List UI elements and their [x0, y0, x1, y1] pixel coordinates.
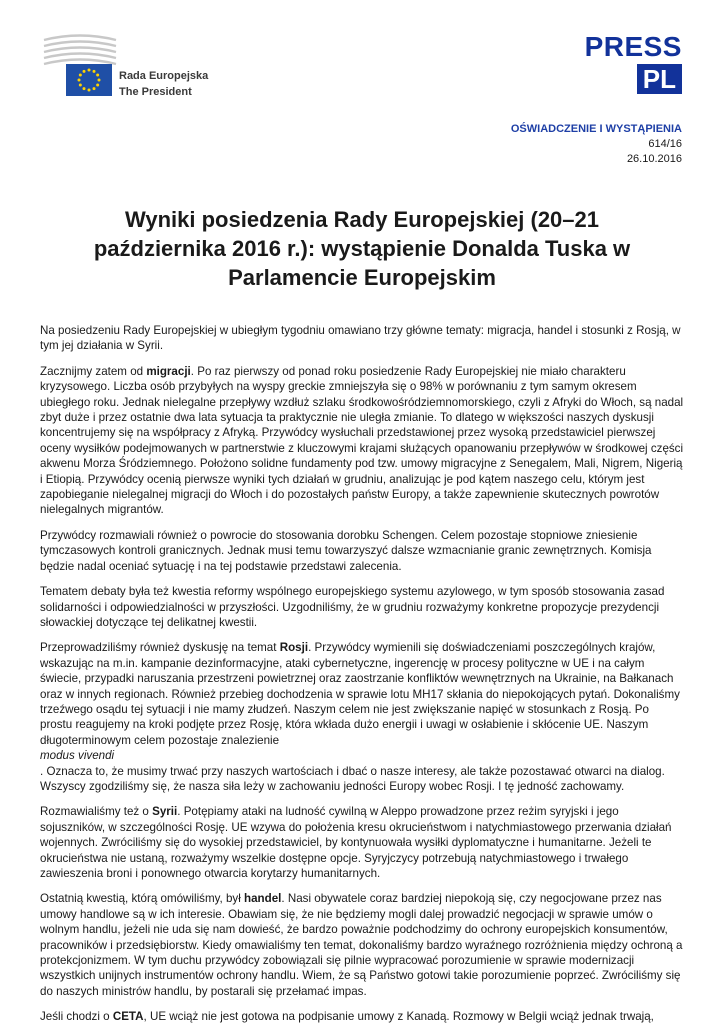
paragraph-ceta: [40, 1009, 684, 1024]
document-meta: [511, 122, 682, 167]
paragraph-syria: [40, 804, 684, 881]
text: , UE wciąż nie jest gotowa na podpisanie umowy z Kanadą. Rozmowy w Belgii wciąż jednak trwają,: [143, 1010, 654, 1024]
logo-line-1: Rada Europejska: [119, 70, 209, 82]
document-type: OŚWIADCZENIE I WYSTĄPIENIA: [510, 123, 682, 135]
text: . Przywódcy wymienili się doświadczeniami poszczególnych krajów, wskazując na m.in. kampanie dezinformacyjne, ataki cybernetyczne, ingerencję w procesy polityczne w UE i na całym świecie, przypadki naruszania przestrzeni powietrznej oraz zaostrzanie konfliktów wewnętrznych na Ukrainie, na Bałkanach oraz w innych regionach. Również przebieg dochodzenia w sprawie lotu MH17 skłania do niepokojących pytań. Dokonaliśmy trzeźwego osądu tej sytuacji i nie mamy złudzeń. Naszym celem nie jest zwiększanie napięć w stosunkach z Rosją. Po prostu reagujemy na kroki podjęte przez Rosję, która wkłada dużo energii i uwagi w osłabienie i skłócenie UE. Naszym długoterminowym celem pozostaje znalezienie: [40, 641, 680, 747]
flag-star: [96, 74, 99, 77]
language-code: PL: [637, 64, 682, 94]
paragraph-schengen: Przywódcy rozmawiali również o powrocie do stosowania dorobku Schengen. Celem pozostaje stopniowe zniesienie tymczasowych kontroli granicznych. Jednak musi temu towarzyszyć dalsze wzmacnianie granic zewnętrznych. Komisja będzie nadal oceniać sytuację i na tej podstawie przedstawi zalecenia.: [40, 528, 652, 573]
text: . Nasi obywatele coraz bardziej niepokoją się, czy negocjowane przez nas umowy handlowe są w ich interesie. Obawiam się, że nie będziemy mogli dalej prowadzić negocjacji w sprawie umów o wolnym handlu, jeżeli nie uda się nam dowieść, że bardzo poważnie podchodzimy do ochrony europejskich konsumentów, pracowników i przedsiębiorstw. Kiedy omawialiśmy ten temat, dokonaliśmy bardzo wyraźnego rozróżnienia między ochroną a protekcjonizmem. W tym duchu przywódcy zobowiązali się pilnie wypracować porozumienie w sprawie modernizacji wszystkich unijnych instrumentów ochrony handlu. Wiem, że są Państwo gotowi takie porozumienie poprzeć. Zwróciliśmy się do naszych ministrów handlu, by postarali się przełamać impas.: [40, 892, 683, 998]
flag-star: [83, 87, 86, 90]
flag-star: [93, 87, 96, 90]
keyword-syria: Syrii: [152, 805, 178, 819]
keyword-ceta: CETA: [112, 1010, 144, 1024]
text: Jeśli chodzi o: [40, 1010, 113, 1024]
flag-star: [79, 74, 82, 77]
press-label: PRESS: [584, 31, 682, 62]
paragraph-russia: [40, 640, 684, 794]
document-number: 614/16: [648, 138, 682, 150]
phrase-modus-vivendi: modus vivendi: [40, 749, 115, 763]
document-date: 26.10.2016: [626, 153, 682, 165]
flag-star: [96, 84, 99, 87]
document-body: [40, 323, 684, 1035]
press-badge: [585, 32, 682, 94]
european-council-logo: [40, 34, 240, 102]
flag-star: [88, 69, 91, 72]
keyword-migration: migracji: [146, 364, 191, 378]
text: . Oznacza to, że musimy trwać przy naszych wartościach i dbać o nasze interesy, ale także pozostawać otwarci na dialog. Wszyscy zgodziliśmy się, że nasza siła leży w zachowaniu jedności Europy wobec Rosji. I tę jedność zachowamy.: [40, 764, 665, 793]
flag-star: [93, 70, 96, 73]
keyword-russia: Rosji: [279, 641, 309, 655]
page-title: Wyniki posiedzenia Rady Europejskiej (20–21 października 2016 r.): wystąpienie Donalda Tuska w Parlamencie Europejskim: [93, 207, 631, 290]
flag-star: [83, 70, 86, 73]
paragraph-trade: [40, 891, 684, 999]
keyword-trade: handel: [244, 892, 282, 906]
text: Przeprowadziliśmy również dyskusję na temat: [40, 641, 280, 655]
text: Ostatnią kwestią, którą omówiliśmy, był: [40, 892, 245, 906]
logo-text: [119, 68, 208, 100]
text: Rozmawialiśmy też o: [40, 805, 153, 819]
text: . Po raz pierwszy od ponad roku posiedzenie Rady Europejskiej nie miało charakteru kryzysowego. Liczba osób przybyłych na wyspy greckie zmniejszyła się o 98% w porównaniu z tym samym okresem ubiegłego roku. Jednak nielegalne przepływy wzdłuż szlaku środkowośródziemnomorskiego, czyli z Afryki do Włoch, są nadal zbyt duże i przez ostatnie dwa lata sytuacja ta praktycznie nie uległa zmianie. To dlatego w większości naszych dyskusji koncentrujemy się na współpracy z Afryką. Przywódcy wysłuchali przedstawionej przez wysoką przedstawiciel pierwszej oceny wysiłków podejmowanych w partnerstwie z kluczowymi krajami służących opanowaniu przepływów w środkowej części akwenu Morza Śródziemnego. Położono solidne fundamenty pod tzw. umowy migracyjne z Senegalem, Mali, Nigrem, Nigerią i Etiopią. Przywódcy ocenią pierwsze wyniki tych działań w grudniu, analizując je pod kątem naszego celu, którym jest zapobieganie nielegalnej migracji do Włoch i do pozostałych państw Europy, a także zapewnienie skutecznych powrotów nielegalnych migrantów.: [40, 364, 684, 517]
text: Zacznijmy zatem od: [40, 364, 147, 378]
eu-flag-icon: [66, 64, 112, 96]
flag-star: [88, 89, 91, 92]
paragraph-intro: Na posiedzeniu Rady Europejskiej w ubiegłym tygodniu omawiano trzy główne tematy: migracja, handel i stosunki z Rosją, w tym jej działania w Syrii.: [40, 324, 681, 353]
flag-star: [79, 84, 82, 87]
flag-star: [78, 79, 81, 82]
logo-line-2: The President: [119, 86, 192, 98]
text: . Potępiamy ataki na ludność cywilną w Aleppo prowadzone przez reżim syryjski i jego sojuszników, w szczególności Rosję. UE wzywa do położenia kresu okrucieństwom i natychmiastowego przerwania działań wojennych. Zwróciliśmy się do wysokiej przedstawiciel, by kontynuowała wysiłki dyplomatyczne i humanitarne. Jeżeli te okrucieństwa nie ustaną, rozważymy wszelkie dostępne opcje. Syryjczycy potrzebują natychmiastowego i trwałego zawieszenia broni i ponownego otwarcia korytarzy humanitarnych.: [40, 805, 672, 880]
paragraph-migration: [40, 364, 684, 518]
flag-star: [98, 79, 101, 82]
paragraph-asylum: Tematem debaty była też kwestia reformy wspólnego europejskiego systemu azylowego, w tym sposób stosowania zasad solidarności i odpowiedzialności w przyszłości. Uzgodniliśmy, że w grudniu rozważymy konkretne propozycje prezydencji słowackiej dotyczące tej delikatnej kwestii.: [40, 585, 665, 629]
council-arcs-icon: [40, 34, 120, 68]
